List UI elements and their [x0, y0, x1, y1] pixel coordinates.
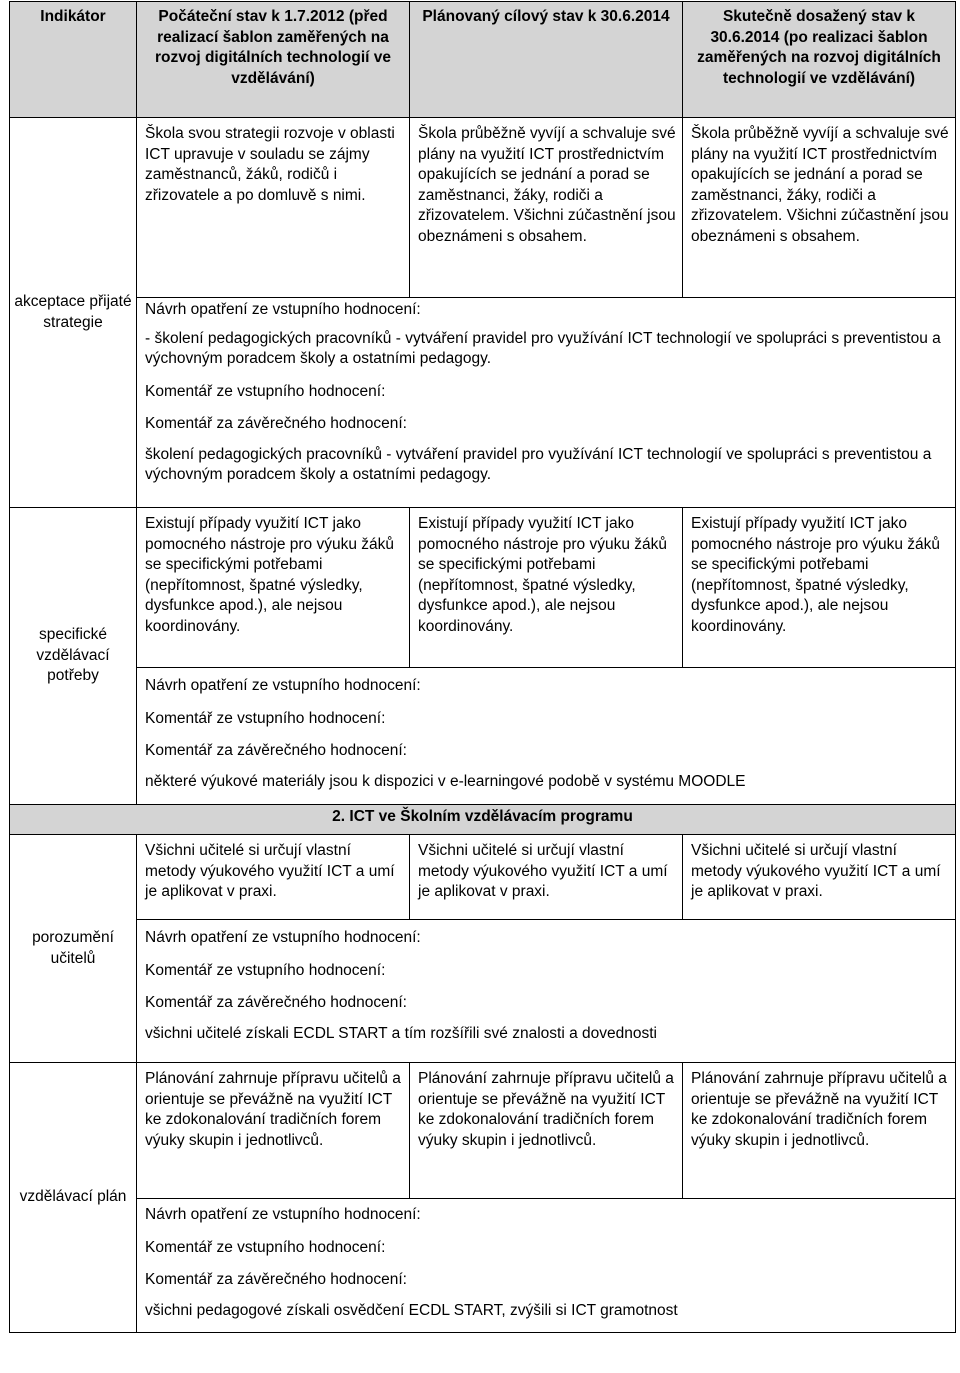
zaver-text: školení pedagogických pracovníků - vytváření pravidel pro využívání ICT technologií ve spolupráci s preventistou a výchovným poradcem školy a ostatními pedagogy. [145, 445, 932, 483]
initial-state-cell: Všichni učitelé si určují vlastní metody výukového využití ICT a umí je aplikovat v praxi. [137, 835, 410, 920]
table-row [10, 508, 956, 668]
navrh-label: Návrh opatření ze vstupního hodnocení: [145, 929, 421, 946]
evaluation-row [10, 668, 956, 805]
komentar-vstup-label: Komentář ze vstupního hodnocení: [145, 382, 386, 400]
evaluation-cell [137, 668, 956, 805]
section-title: 2. ICT ve Školním vzdělávacím programu [10, 805, 956, 835]
section-header-row [10, 805, 956, 835]
zaver-text: některé výukové materiály jsou k dispozici v e-learningové podobě v systému MOODLE [145, 772, 746, 790]
komentar-zaver-label: Komentář za závěrečného hodnocení: [145, 415, 407, 432]
planned-state-cell: Všichni učitelé si určují vlastní metody výukového využití ICT a umí je aplikovat v praxi. [410, 835, 683, 920]
indicator-cell: specifické vzdělávací potřeby [10, 508, 137, 805]
indicator-table [9, 1, 956, 1333]
navrh-text: - školení pedagogických pracovníků - vytváření pravidel pro využívání ICT technologií ve spolupráci s preventistou a výchovným poradcem školy a ostatními pedagogy. [145, 329, 941, 367]
navrh-label: Návrh opatření ze vstupního hodnocení: [145, 1206, 421, 1223]
header-actual-state: Skutečně dosažený stav k 30.6.2014 (po realizaci šablon zaměřených na rozvoj digitálních technologií ve vzdělávání) [683, 2, 956, 118]
table-row [10, 118, 956, 298]
header-indicator: Indikátor [10, 2, 137, 118]
evaluation-cell [137, 298, 956, 508]
document-page [9, 1, 956, 1333]
planned-state-cell: Plánování zahrnuje přípravu učitelů a orientuje se převážně na využití ICT ke zdokonalování tradičních forem výuky skupin i jednotlivců. [410, 1063, 683, 1199]
indicator-cell: akceptace přijaté strategie [10, 118, 137, 508]
actual-state-cell: Škola průběžně vyvíjí a schvaluje své plány na využití ICT prostřednictvím opakujících se jednání a porad se zaměstnanci, žáky, rodiči a zřizovatelem. Všichni zúčastnění jsou obeznámeni s obsahem. [683, 118, 956, 298]
zaver-text: všichni učitelé získali ECDL START a tím rozšířili své znalosti a dovednosti [145, 1024, 657, 1042]
komentar-zaver-label: Komentář za závěrečného hodnocení: [145, 994, 407, 1011]
planned-state-cell: Škola průběžně vyvíjí a schvaluje své plány na využití ICT prostřednictvím opakujících se jednání a porad se zaměstnanci, žáky, rodiči a zřizovatelem. Všichni zúčastnění jsou obeznámeni s obsahem. [410, 118, 683, 298]
initial-state-cell: Plánování zahrnuje přípravu učitelů a orientuje se převážně na využití ICT ke zdokonalování tradičních forem výuky skupin i jednotlivců. [137, 1063, 410, 1199]
indicator-cell: porozumění učitelů [10, 835, 137, 1063]
evaluation-row [10, 1199, 956, 1333]
evaluation-cell [137, 1199, 956, 1333]
initial-state-cell: Existují případy využití ICT jako pomocného nástroje pro výuku žáků se specifickými potřebami (nepřítomnost, špatné výsledky, dysfunkce apod.), ale nejsou koordinovány. [137, 508, 410, 668]
table-row [10, 835, 956, 920]
komentar-vstup-label: Komentář ze vstupního hodnocení: [145, 709, 386, 727]
evaluation-cell [137, 920, 956, 1063]
komentar-vstup-label: Komentář ze vstupního hodnocení: [145, 961, 386, 979]
table-row [10, 1063, 956, 1199]
actual-state-cell: Všichni učitelé si určují vlastní metody výukového využití ICT a umí je aplikovat v praxi. [683, 835, 956, 920]
navrh-label: Návrh opatření ze vstupního hodnocení: [145, 677, 421, 694]
planned-state-cell: Existují případy využití ICT jako pomocného nástroje pro výuku žáků se specifickými potřebami (nepřítomnost, špatné výsledky, dysfunkce apod.), ale nejsou koordinovány. [410, 508, 683, 668]
komentar-vstup-label: Komentář ze vstupního hodnocení: [145, 1238, 386, 1256]
evaluation-row [10, 920, 956, 1063]
zaver-text: všichni pedagogové získali osvědčení ECDL START, zvýšili si ICT gramotnost [145, 1301, 678, 1319]
initial-state-cell: Škola svou strategii rozvoje v oblasti ICT upravuje v souladu se zájmy zaměstnanců, žáků, rodičů i zřizovatele a po domluvě s nimi. [137, 118, 410, 298]
header-initial-state: Počáteční stav k 1.7.2012 (před realizací šablon zaměřených na rozvoj digitálních technologií ve vzdělávání) [137, 2, 410, 118]
actual-state-cell: Existují případy využití ICT jako pomocného nástroje pro výuku žáků se specifickými potřebami (nepřítomnost, špatné výsledky, dysfunkce apod.), ale nejsou koordinovány. [683, 508, 956, 668]
navrh-label: Návrh opatření ze vstupního hodnocení: [145, 301, 421, 318]
table-header-row [10, 2, 956, 118]
header-planned-state: Plánovaný cílový stav k 30.6.2014 [410, 2, 683, 118]
komentar-zaver-label: Komentář za závěrečného hodnocení: [145, 742, 407, 759]
actual-state-cell: Plánování zahrnuje přípravu učitelů a orientuje se převážně na využití ICT ke zdokonalování tradičních forem výuky skupin i jednotlivců. [683, 1063, 956, 1199]
komentar-zaver-label: Komentář za závěrečného hodnocení: [145, 1271, 407, 1288]
evaluation-row [10, 298, 956, 508]
indicator-cell: vzdělávací plán [10, 1063, 137, 1333]
